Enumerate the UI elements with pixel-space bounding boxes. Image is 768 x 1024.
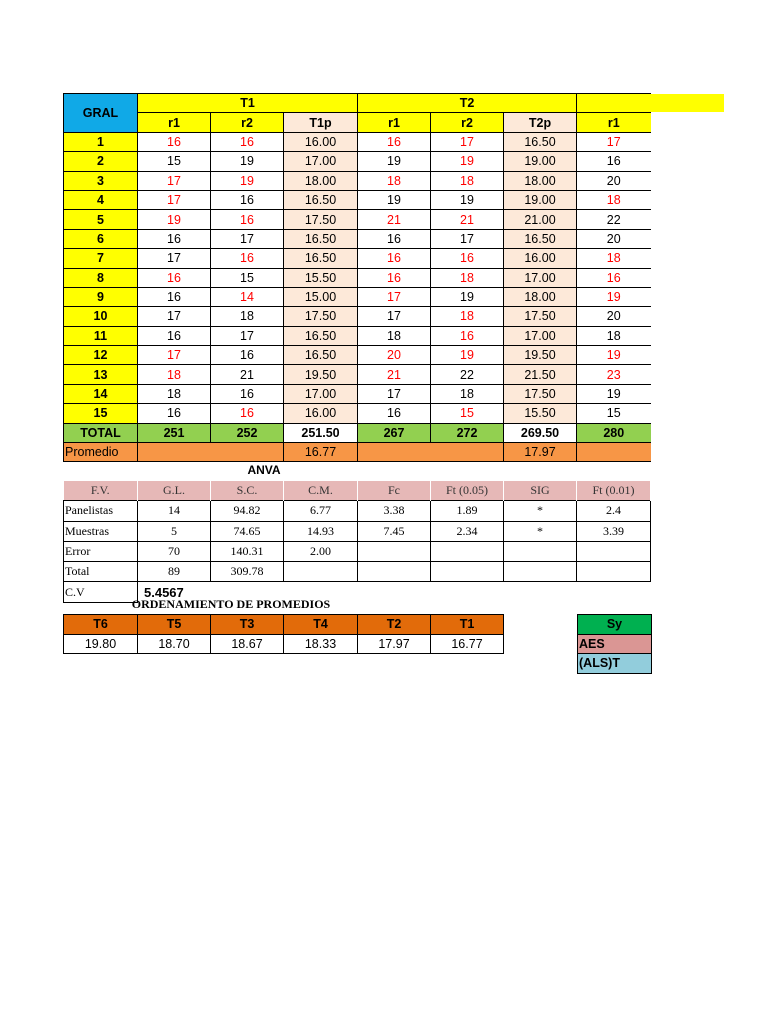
score-cell: 20 [358, 346, 431, 365]
group-header-t2: T2 [358, 94, 577, 113]
anva-header-cell: Ft (0.05) [431, 481, 504, 501]
row-number: 11 [64, 326, 138, 345]
score-cell: 20 [577, 171, 651, 190]
header-extra-fill [651, 94, 724, 112]
anva-cell: Muestras [64, 521, 138, 541]
total-row [64, 423, 651, 442]
score-cell: 19 [211, 152, 284, 171]
row-number: 5 [64, 210, 138, 229]
subheader-cell: T1p [284, 113, 358, 132]
row-number: 10 [64, 307, 138, 326]
score-cell: 16 [138, 404, 211, 423]
anva-cell: 140.31 [211, 541, 284, 561]
cv-empty [431, 582, 504, 602]
score-cell: 16 [211, 346, 284, 365]
score-cell: 17.00 [284, 384, 358, 403]
subheader-cell: r1 [138, 113, 211, 132]
score-cell: 16 [431, 326, 504, 345]
score-cell: 18 [358, 326, 431, 345]
score-cell: 21 [431, 210, 504, 229]
subheader-cell: r2 [211, 113, 284, 132]
promedio-label: Promedio [64, 443, 138, 462]
anva-cell [504, 562, 577, 582]
orden-header-cell: T6 [64, 615, 138, 635]
score-cell: 17 [358, 307, 431, 326]
orden-value-cell: 18.67 [211, 634, 284, 654]
anva-header-cell: G.L. [138, 481, 211, 501]
anva-cell: 2.4 [577, 501, 651, 521]
score-cell: 16 [138, 132, 211, 151]
score-cell: 19 [431, 287, 504, 306]
promedio-value: 17.97 [504, 443, 577, 462]
score-cell: 15 [431, 404, 504, 423]
total-cell: 269.50 [504, 423, 577, 442]
anva-cell: * [504, 521, 577, 541]
score-cell: 16 [358, 249, 431, 268]
score-cell: 15.50 [284, 268, 358, 287]
promedio-empty [138, 443, 284, 462]
score-cell: 17 [138, 346, 211, 365]
score-cell: 19 [431, 152, 504, 171]
score-cell: 17 [211, 229, 284, 248]
row-number: 8 [64, 268, 138, 287]
score-cell: 19 [358, 190, 431, 209]
score-cell: 16 [211, 132, 284, 151]
score-cell: 16.00 [284, 132, 358, 151]
anva-cell: 1.89 [431, 501, 504, 521]
score-cell: 18.00 [504, 287, 577, 306]
score-cell: 15 [577, 404, 651, 423]
anva-cell: * [504, 501, 577, 521]
score-cell: 16 [211, 210, 284, 229]
score-cell: 16 [211, 384, 284, 403]
score-cell: 17 [431, 229, 504, 248]
score-cell: 22 [431, 365, 504, 384]
total-cell: 267 [358, 423, 431, 442]
table-row [64, 404, 651, 423]
score-cell: 17.00 [504, 268, 577, 287]
score-cell: 21 [358, 210, 431, 229]
sy-table [577, 614, 652, 674]
orden-value-cell: 19.80 [64, 634, 138, 654]
score-cell: 16 [138, 287, 211, 306]
orden-value-cell: 16.77 [431, 634, 504, 654]
anva-cell: 6.77 [284, 501, 358, 521]
anva-cell: 3.39 [577, 521, 651, 541]
table-row [64, 307, 651, 326]
row-number: 6 [64, 229, 138, 248]
total-label: TOTAL [64, 423, 138, 442]
score-cell: 19 [577, 384, 651, 403]
score-cell: 15 [211, 268, 284, 287]
score-cell: 16.50 [504, 229, 577, 248]
scores-table [63, 93, 651, 462]
score-cell: 18 [431, 307, 504, 326]
orden-header-cell: T3 [211, 615, 284, 635]
anva-cell: 2.00 [284, 541, 358, 561]
score-cell: 16 [211, 190, 284, 209]
row-number: 1 [64, 132, 138, 151]
score-cell: 15.50 [504, 404, 577, 423]
score-cell: 17.00 [504, 326, 577, 345]
anva-row [64, 562, 651, 582]
score-cell: 17 [431, 132, 504, 151]
subheader-cell: r1 [358, 113, 431, 132]
score-cell: 16 [431, 249, 504, 268]
score-cell: 21.00 [504, 210, 577, 229]
score-cell: 19 [211, 171, 284, 190]
table-row [64, 326, 651, 345]
anva-cell: Panelistas [64, 501, 138, 521]
score-cell: 18 [431, 384, 504, 403]
score-cell: 17 [138, 190, 211, 209]
anva-cell: 5 [138, 521, 211, 541]
score-cell: 17 [577, 132, 651, 151]
orden-header-row [64, 615, 504, 635]
anva-cell: 2.34 [431, 521, 504, 541]
subheader-row [64, 113, 651, 132]
score-cell: 17 [138, 171, 211, 190]
anva-table [63, 481, 651, 603]
score-cell: 18 [211, 307, 284, 326]
score-cell: 21.50 [504, 365, 577, 384]
score-cell: 17.50 [284, 307, 358, 326]
score-cell: 17.50 [284, 210, 358, 229]
orden-header-cell: T2 [358, 615, 431, 635]
score-cell: 16.50 [284, 229, 358, 248]
score-cell: 16.50 [504, 132, 577, 151]
score-cell: 18 [358, 171, 431, 190]
score-cell: 19 [431, 190, 504, 209]
row-number: 3 [64, 171, 138, 190]
anva-row [64, 521, 651, 541]
orden-value-cell: 18.70 [138, 634, 211, 654]
score-cell: 18.00 [284, 171, 358, 190]
anva-cell [431, 562, 504, 582]
sy-header: Sy [578, 615, 652, 635]
anva-cell [284, 562, 358, 582]
orden-value-row [64, 634, 504, 654]
anva-cell: 309.78 [211, 562, 284, 582]
subheader-cell: r1 [577, 113, 651, 132]
score-cell: 15 [138, 152, 211, 171]
table-row [64, 210, 651, 229]
score-cell: 14 [211, 287, 284, 306]
anva-cell [358, 562, 431, 582]
row-number: 7 [64, 249, 138, 268]
score-cell: 17.50 [504, 307, 577, 326]
orden-title: ORDENAMIENTO DE PROMEDIOS [131, 597, 331, 611]
score-cell: 16.50 [284, 249, 358, 268]
score-cell: 16 [358, 132, 431, 151]
row-number: 13 [64, 365, 138, 384]
anva-cell: 14.93 [284, 521, 358, 541]
score-cell: 17 [358, 287, 431, 306]
anva-header-cell: SIG [504, 481, 577, 501]
orden-header-cell: T5 [138, 615, 211, 635]
score-cell: 19.50 [284, 365, 358, 384]
anva-row [64, 541, 651, 561]
score-cell: 21 [358, 365, 431, 384]
score-cell: 16.50 [284, 346, 358, 365]
table-row [64, 190, 651, 209]
anva-cell: 7.45 [358, 521, 431, 541]
score-cell: 17 [138, 249, 211, 268]
anva-header-cell: Fc [358, 481, 431, 501]
score-cell: 17.50 [504, 384, 577, 403]
score-cell: 16.00 [284, 404, 358, 423]
score-cell: 19 [577, 346, 651, 365]
score-cell: 16 [138, 268, 211, 287]
orden-value-cell: 18.33 [284, 634, 358, 654]
total-cell: 251 [138, 423, 211, 442]
anva-header-cell: F.V. [64, 481, 138, 501]
score-cell: 18 [577, 190, 651, 209]
table-row [64, 365, 651, 384]
orden-table [63, 614, 504, 654]
promedio-row [64, 443, 651, 462]
table-row [64, 346, 651, 365]
anva-header-cell: Ft (0.01) [577, 481, 651, 501]
score-cell: 17 [211, 326, 284, 345]
subheader-cell: r2 [431, 113, 504, 132]
promedio-empty [577, 443, 651, 462]
anva-cell [431, 541, 504, 561]
score-cell: 18 [577, 249, 651, 268]
orden-header-cell: T1 [431, 615, 504, 635]
anva-cell: Error [64, 541, 138, 561]
anva-cell: 70 [138, 541, 211, 561]
anva-cell: 3.38 [358, 501, 431, 521]
table-row [64, 384, 651, 403]
score-cell: 19 [358, 152, 431, 171]
score-cell: 16 [138, 326, 211, 345]
total-cell: 251.50 [284, 423, 358, 442]
total-cell: 280 [577, 423, 651, 442]
promedio-empty [358, 443, 504, 462]
score-cell: 19 [577, 287, 651, 306]
anva-cell: 14 [138, 501, 211, 521]
score-cell: 15.00 [284, 287, 358, 306]
anva-row [64, 501, 651, 521]
score-cell: 23 [577, 365, 651, 384]
table-row [64, 287, 651, 306]
row-number: 12 [64, 346, 138, 365]
anva-header-cell: S.C. [211, 481, 284, 501]
subheader-cell: T2p [504, 113, 577, 132]
table-row [64, 171, 651, 190]
table-row [64, 249, 651, 268]
score-cell: 17 [358, 384, 431, 403]
row-number: 14 [64, 384, 138, 403]
score-cell: 20 [577, 307, 651, 326]
orden-header-cell: T4 [284, 615, 358, 635]
table-row [64, 132, 651, 151]
score-cell: 17 [138, 307, 211, 326]
row-number: 4 [64, 190, 138, 209]
score-cell: 19.00 [504, 190, 577, 209]
score-cell: 19.50 [504, 346, 577, 365]
row-number: 2 [64, 152, 138, 171]
orden-value-cell: 17.97 [358, 634, 431, 654]
score-cell: 21 [211, 365, 284, 384]
score-cell: 18 [138, 365, 211, 384]
gral-header: GRAL [64, 94, 138, 133]
anva-header-cell: C.M. [284, 481, 358, 501]
anva-cell: Total [64, 562, 138, 582]
score-cell: 16 [577, 152, 651, 171]
score-cell: 16 [138, 229, 211, 248]
score-cell: 16 [577, 268, 651, 287]
anva-cell [577, 562, 651, 582]
cv-label: C.V [64, 582, 138, 602]
table-row [64, 152, 651, 171]
cv-empty [358, 582, 431, 602]
score-cell: 18.00 [504, 171, 577, 190]
table-row [64, 268, 651, 287]
score-cell: 16 [211, 249, 284, 268]
score-cell: 19 [431, 346, 504, 365]
group-header-t1: T1 [138, 94, 358, 113]
anva-cell [358, 541, 431, 561]
score-cell: 17.00 [284, 152, 358, 171]
aes-label: AES [578, 634, 652, 654]
cv-empty [577, 582, 651, 602]
score-cell: 16.00 [504, 249, 577, 268]
score-cell: 16 [211, 404, 284, 423]
score-cell: 16.50 [284, 190, 358, 209]
cv-empty [504, 582, 577, 602]
row-number: 15 [64, 404, 138, 423]
score-cell: 16 [358, 268, 431, 287]
score-cell: 16 [358, 404, 431, 423]
anva-cell: 94.82 [211, 501, 284, 521]
promedio-value: 16.77 [284, 443, 358, 462]
score-cell: 19.00 [504, 152, 577, 171]
score-cell: 18 [138, 384, 211, 403]
anva-cell [577, 541, 651, 561]
total-cell: 252 [211, 423, 284, 442]
cv-value: 5.4567 [144, 584, 184, 600]
score-cell: 18 [431, 171, 504, 190]
score-cell: 20 [577, 229, 651, 248]
score-cell: 16.50 [284, 326, 358, 345]
anva-cell: 74.65 [211, 521, 284, 541]
score-cell: 19 [138, 210, 211, 229]
total-cell: 272 [431, 423, 504, 442]
anva-title: ANVA [247, 463, 281, 477]
score-cell: 18 [577, 326, 651, 345]
anva-header-row [64, 481, 651, 501]
group-header-t3 [577, 94, 651, 113]
score-cell: 18 [431, 268, 504, 287]
anva-cell [504, 541, 577, 561]
anva-cell: 89 [138, 562, 211, 582]
table-row [64, 229, 651, 248]
score-cell: 16 [358, 229, 431, 248]
row-number: 9 [64, 287, 138, 306]
score-cell: 22 [577, 210, 651, 229]
als-label: (ALS)T [578, 654, 652, 674]
